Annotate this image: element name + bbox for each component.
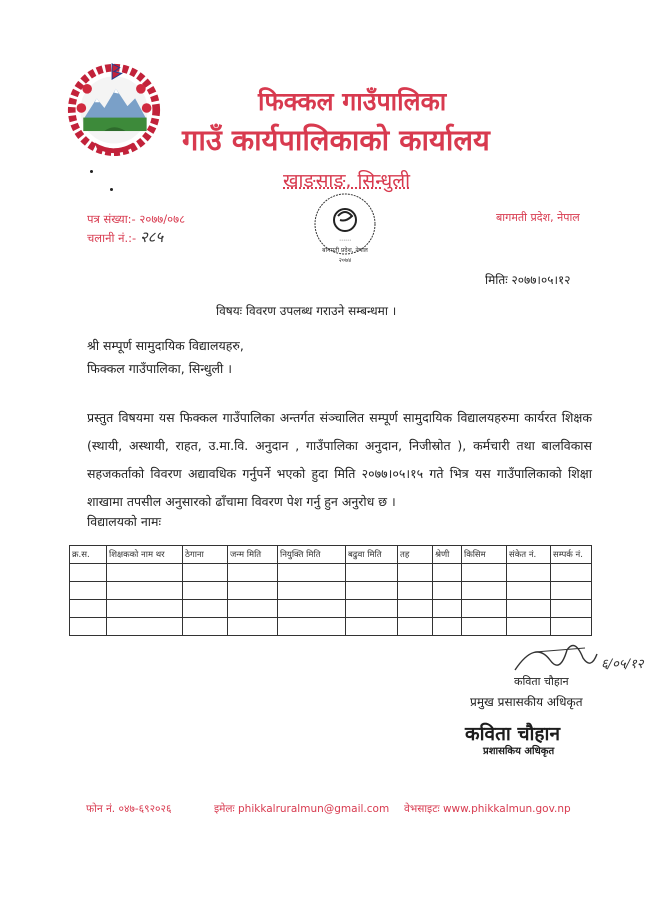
office-seal-icon <box>300 190 390 272</box>
name-stamp: कविता चौहान <box>465 723 560 745</box>
table-cell <box>228 582 278 600</box>
signatory-name: कविता चौहान <box>514 675 569 688</box>
table-header: शिक्षकको नाम थर <box>107 546 183 564</box>
table-cell <box>398 564 433 582</box>
table-cell <box>551 600 592 618</box>
school-name-label: विद्यालयको नामः <box>87 514 162 529</box>
table-cell <box>107 582 183 600</box>
table-cell <box>278 618 346 636</box>
table-cell <box>433 618 462 636</box>
signature-date: ६/०५/१२ <box>601 657 644 672</box>
letter-body: प्रस्तुत विषयमा यस फिक्कल गाउँपालिका अन्तर्गत संञ्चालित सम्पूर्ण सामुदायिक विद्यालयहरुमा कार्यरत शिक्षक (स्थायी, अस्थायी, राहत, उ.मा.वि. अनुदान , गाउँपालिका अनुदान, निजीस्रोत ), कर्मचारी तथा बालविकास सहजकर्ताको विवरण अद्यावधिक गर्नुपर्ने भएको हुदा मिति २०७७।०५।१५ गते भित्र यस गाउँपालिकाको शिक्षा शाखामा तपसील अनुसारको ढाँचामा विवरण पेश गर्नु हुन अनुरोध छ । <box>87 410 592 509</box>
table-cell <box>462 582 507 600</box>
table-cell <box>228 600 278 618</box>
letter-reference <box>87 210 185 247</box>
reference-number: पत्र संख्या:- २०७७/०७८ <box>87 212 186 226</box>
table-cell <box>507 582 551 600</box>
table-cell <box>551 582 592 600</box>
table-cell <box>462 564 507 582</box>
table-cell <box>70 564 107 582</box>
seal-text: बागमती प्रदेश, नेपाल <box>322 247 368 254</box>
table-header: जन्म मिति <box>228 546 278 564</box>
table-cell <box>346 600 398 618</box>
table-cell <box>107 564 183 582</box>
table-cell <box>183 618 228 636</box>
table-header-row <box>70 546 592 564</box>
table-cell <box>183 600 228 618</box>
addressee-line1: श्री सम्पूर्ण सामुदायिक विद्यालयहरु, <box>87 338 244 353</box>
table-cell <box>462 618 507 636</box>
dispatch-value: २८५ <box>139 228 164 246</box>
table-header: ठेगाना <box>183 546 228 564</box>
table-cell <box>183 582 228 600</box>
table-header: सम्पर्क नं. <box>551 546 592 564</box>
table-cell <box>107 600 183 618</box>
table-cell <box>183 564 228 582</box>
office-name-line1: फिक्कल गाउँपालिका <box>258 87 447 116</box>
table-cell <box>433 582 462 600</box>
table-header: बढुवा मिति <box>346 546 398 564</box>
table-header: संकेत नं. <box>507 546 551 564</box>
speck <box>110 188 113 191</box>
table-cell <box>346 618 398 636</box>
nepal-emblem-icon <box>66 60 162 156</box>
table-row <box>70 564 592 582</box>
footer-phone: फोन नं. ०४७-६९२०२६ <box>86 803 172 815</box>
table-cell <box>70 600 107 618</box>
letter-subject: विषयः विवरण उपलब्ध गराउने सम्बन्धमा । <box>216 304 397 318</box>
dispatch-number <box>87 228 185 247</box>
province-label: बागमती प्रदेश, नेपाल <box>496 211 580 224</box>
teacher-details-table <box>69 545 592 636</box>
table-header: नियुक्ति मिति <box>278 546 346 564</box>
table-header: तह <box>398 546 433 564</box>
table-cell <box>228 564 278 582</box>
table-cell <box>70 582 107 600</box>
table-cell <box>278 564 346 582</box>
addressee-block <box>87 334 244 380</box>
table-cell <box>462 600 507 618</box>
table-cell <box>278 582 346 600</box>
seal-year: २०७४ <box>338 257 352 264</box>
table-cell <box>398 618 433 636</box>
table-cell <box>507 564 551 582</box>
table-cell <box>70 618 107 636</box>
letter-date: मितिः २०७७।०५।१२ <box>485 273 571 287</box>
table-cell <box>346 564 398 582</box>
table-cell <box>433 600 462 618</box>
table-cell <box>278 600 346 618</box>
office-address: खाङसाङ, सिन्धुली <box>283 170 411 192</box>
table-cell <box>433 564 462 582</box>
table-row <box>70 582 592 600</box>
handwritten-signature-icon <box>505 630 655 680</box>
dispatch-label: चलानी नं.:- <box>87 231 137 245</box>
footer-email: इमेलः phikkalruralmun@gmail.com <box>214 803 390 815</box>
title-stamp: प्रशासकिय अधिकृत <box>483 746 555 757</box>
table-cell <box>107 618 183 636</box>
table-cell <box>228 618 278 636</box>
table-header: क्र.स. <box>70 546 107 564</box>
svg-text:⋯⋯: ⋯⋯ <box>339 237 351 244</box>
table-row <box>70 600 592 618</box>
table-cell <box>551 564 592 582</box>
table-cell <box>398 582 433 600</box>
office-name-line2: गाउँ कार्यपालिकाको कार्यालय <box>182 123 490 157</box>
footer-website: वेभसाइटः www.phikkalmun.gov.np <box>404 803 571 815</box>
signatory-title: प्रमुख प्रसासकीय अधिकृत <box>470 695 583 709</box>
speck <box>90 170 93 173</box>
table-cell <box>507 600 551 618</box>
table-header: किसिम <box>462 546 507 564</box>
table-header: श्रेणी <box>433 546 462 564</box>
table-cell <box>346 582 398 600</box>
addressee-line2: फिक्कल गाउँपालिका, सिन्धुली । <box>87 361 232 376</box>
table-cell <box>398 600 433 618</box>
